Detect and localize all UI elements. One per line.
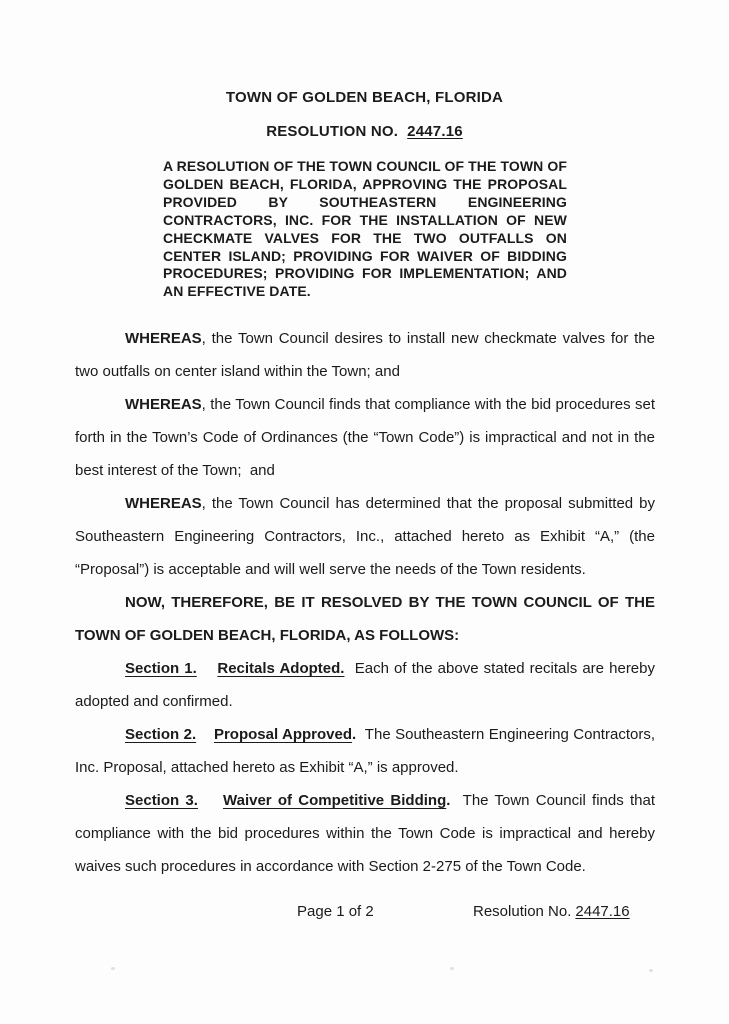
- text-run: The Town Council finds that compliance with the bid procedures within the Town Code is impractical and hereby waives such procedures in accordance with Section 2-275 of the Town Code.: [75, 792, 656, 875]
- text-run: [196, 726, 214, 743]
- footer-resolution-label: Resolution No.: [473, 903, 572, 920]
- text-run: Recitals Adopted.: [217, 660, 345, 677]
- paragraph: [75, 652, 655, 718]
- text-run: WHEREAS: [125, 495, 202, 512]
- text-run: , the Town Council finds that compliance with the bid procedures set forth in the Town’s Code of Ordinances (the “Town Code”) is impractical and not in the best interest of the Town; and: [75, 396, 655, 479]
- text-run: NOW, THEREFORE, BE IT RESOLVED BY THE TOWN COUNCIL OF THE TOWN OF GOLDEN BEACH, FLORIDA, AS FOLLOWS:: [75, 594, 655, 644]
- resolution-label: RESOLUTION NO.: [266, 123, 399, 140]
- document-org-title: TOWN OF GOLDEN BEACH, FLORIDA: [225, 89, 504, 106]
- scan-speck: [649, 969, 653, 972]
- text-run: , the Town Council desires to install new checkmate valves for the two outfalls on center island within the Town; and: [75, 330, 655, 380]
- resolution-title-block: A RESOLUTION OF THE TOWN COUNCIL OF THE TOWN OF GOLDEN BEACH, FLORIDA, APPROVING THE PROPOSAL PROVIDED BY SOUTHEASTERN ENGINEERING CONTRACTORS, INC. FOR THE INSTALLATION OF NEW CHECKMATE VALVES FOR THE TWO OUTFALLS ON CENTER ISLAND; PROVIDING FOR WAIVER OF BIDDING PROCEDURES; PROVIDING FOR IMPLEMENTATION; AND AN EFFECTIVE DATE.: [163, 158, 567, 300]
- resolution-number: 2447.16: [407, 123, 463, 140]
- paragraph: [75, 322, 655, 388]
- text-run: WHEREAS: [125, 396, 202, 413]
- paragraph: [75, 487, 655, 586]
- paragraph: [75, 784, 655, 883]
- text-run: WHEREAS: [125, 330, 202, 347]
- resolution-heading: [0, 123, 729, 140]
- text-run: Proposal Approved: [213, 726, 353, 743]
- scan-speck: [111, 967, 115, 970]
- paragraph: [75, 388, 655, 487]
- footer-resolution-number: 2447.16: [575, 903, 630, 920]
- text-run: [198, 792, 223, 809]
- paragraph: [75, 586, 655, 652]
- text-run: .: [352, 726, 357, 743]
- text-run: [197, 660, 218, 677]
- paragraph: [75, 718, 655, 784]
- text-run: The Southeastern Engineering Contractors, Inc. Proposal, attached hereto as Exhibit “A,” is approved.: [75, 726, 655, 776]
- text-run: Each of the above stated recitals are hereby adopted and confirmed.: [75, 660, 655, 710]
- text-run: Section 3.: [125, 792, 198, 809]
- text-run: Section 1.: [125, 660, 197, 677]
- scan-speck: [450, 967, 454, 970]
- text-run: Waiver of Competitive Bidding: [223, 792, 447, 809]
- footer-resolution-ref: [473, 903, 630, 920]
- text-run: Section 2.: [125, 726, 197, 743]
- body-paragraphs: [75, 322, 655, 883]
- page-number: Page 1 of 2: [297, 903, 374, 920]
- text-run: .: [446, 792, 451, 809]
- text-run: , the Town Council has determined that the proposal submitted by Southeastern Engineering Contractors, Inc., attached hereto as Exhibit “A,” (the “Proposal”) is acceptable and will well serve the needs of the Town residents.: [75, 495, 655, 578]
